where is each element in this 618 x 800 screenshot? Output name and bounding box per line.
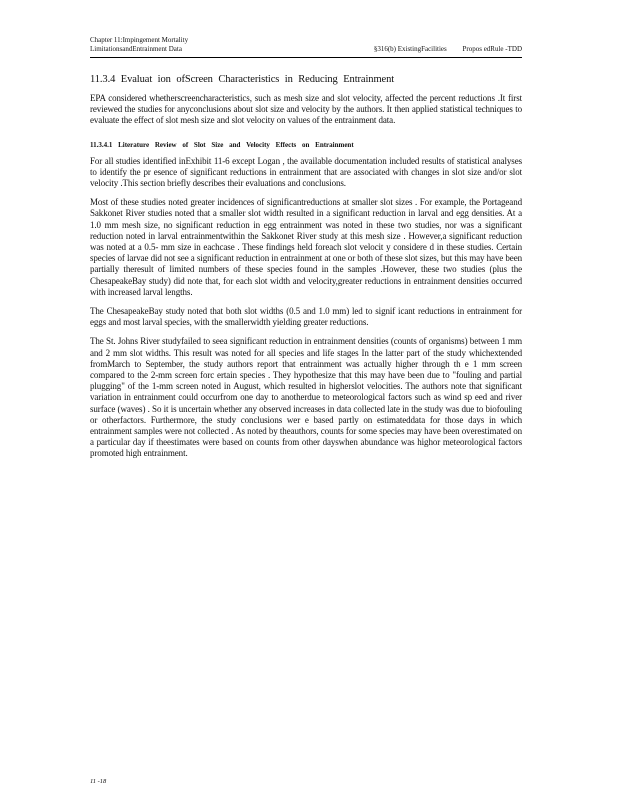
- header-right: [360, 45, 522, 54]
- paragraph: The St. Johns River studyfailed to seea significant reduction in entrainment densities (counts of organisms) between 1 mm and 2 mm slot widths. This result was noted for all species and life stages In the latter part of the study whichextended fromMarch to September, the study authors report that entrainment was actually higher through th e 1 mm screen compared to the 2-mm screen forc ertain species . They hypothesize that this may have been due to "fouling and partial plugging" of the 1-mm screen noted in August, which resulted in higherslot velocities. The authors note that significant variation in entrainment could occurfrom one day to anotherdue to meteorological factors such as wind sp eed and river surface (waves) . So it is uncertain whether any observed increases in data collected late in the study was due to biofouling or otherfactors. Furthermore, the study conclusions wer e based partly on estimateddata for those days in which entrainment samples were not collected . As noted by theauthors, counts for some species may have been overestimated on a particular day if theestimates were based on counts from other dayswhen abundance was highor meteorological factors promoted high entrainment.: [90, 336, 522, 459]
- paragraph: Most of these studies noted greater incidences of significantreductions at smaller slot sizes . For example, the Portageand Sakkonet River studies noted that a smaller slot width resulted in a significant reduction in larval and egg densities. At a 1.0 mm mesh size, no significant reduction in egg entrainment was noted in these two studies, nor was a significant reduction noted in larval entrainmentwithin the Sakkonet River study at this mesh size . However,a significant reduction was noted at a 0.5- mm size in eachcase . These findings held foreach slot velocit y considere d in these studies. Certain species of larvae did not see a significant reduction in entrainment at one or both of these slot sizes, but this may have been partially theresult of limited numbers of these species found in the samples .However, these two studies (plus the ChesapeakeBay study) did note that, for each slot width and velocity,greater reductions in entrainment densities occurred with increased larval lengths.: [90, 197, 522, 297]
- header-doc-type: Propos edRule -TDD: [462, 45, 522, 53]
- document-page: [90, 36, 522, 468]
- subsection-title: 11.3.4.1 Literature Review of Slot Size and Velocity Effects on Entrainment: [90, 140, 354, 149]
- header-row: [90, 45, 522, 54]
- page-number: 11 -18: [90, 778, 107, 785]
- header-topic: LimitationsandEntrainment Data: [90, 45, 182, 53]
- paragraph: The ChesapeakeBay study noted that both slot widths (0.5 and 1.0 mm) led to signif icant reductions in entrainment for eggs and most larval species, with the smallerwidth yielding greater reductions.: [90, 306, 522, 328]
- section-title: 11.3.4 Evaluat ion ofScreen Characteristics in Reducing Entrainment: [90, 74, 395, 85]
- header-rule: [90, 57, 522, 58]
- paragraph: For all studies identified inExhibit 11-6 except Logan , the available documentation included results of statistical analyses to identify the pr esence of significant reductions in entrainment that are associated with changes in slot size and/or slot velocity .This section briefly describes their evaluations and conclusions.: [90, 155, 522, 189]
- header-chapter: Chapter 11:Impingement Mortality: [90, 36, 189, 44]
- section-intro: EPA considered whetherscreencharacteristics, such as mesh size and slot velocity, affected the percent reductions .It first reviewed the studies for anyconclusions about slot size and velocity by the authors. It then applied statistical techniques to evaluate the effect of slot mesh size and slot velocity on values of the entrainment data.: [90, 93, 522, 126]
- header-rule-ref: §316(b) ExistingFacilities: [373, 45, 447, 53]
- running-header: [90, 36, 522, 58]
